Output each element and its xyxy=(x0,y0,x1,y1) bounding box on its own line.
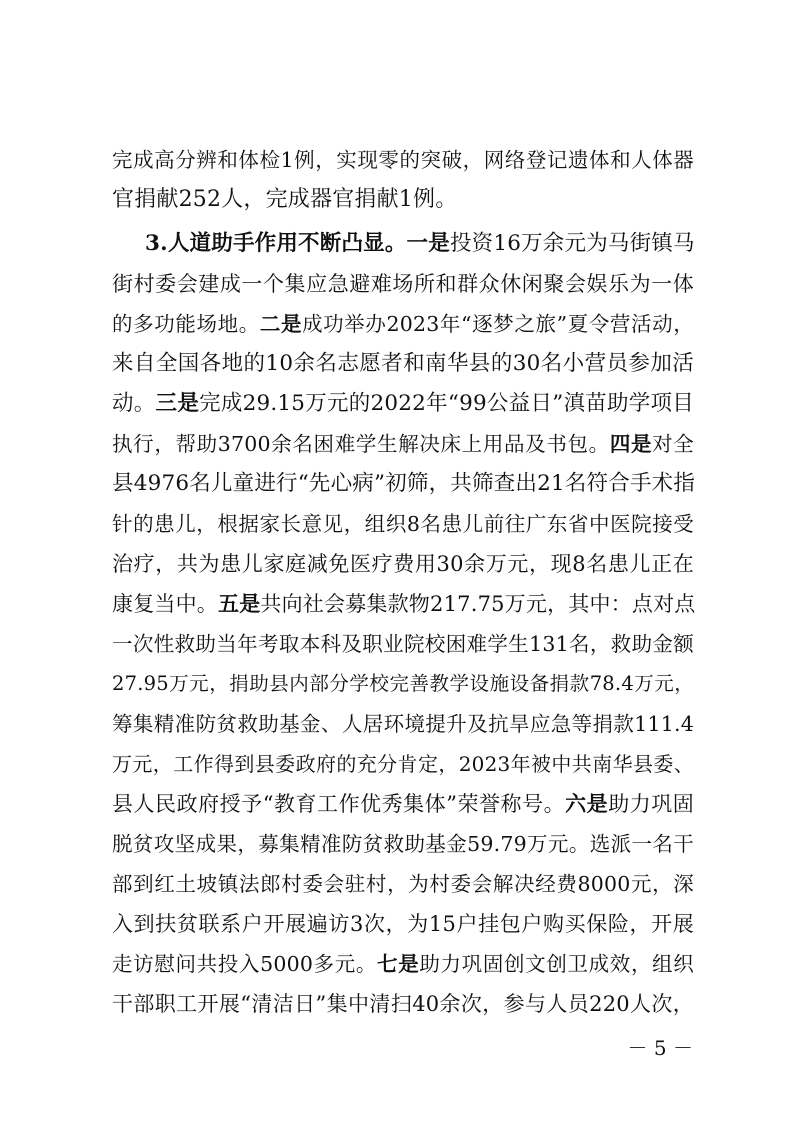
text-run: 执行，帮助3700余名困难学生解决床上用品及书包。 xyxy=(112,432,610,456)
text-run: 成功举办2023年“逐梦之旅”夏令营活动， xyxy=(302,312,694,336)
item-marker: 二是 xyxy=(259,312,303,336)
text-line xyxy=(112,180,694,220)
text-line xyxy=(112,784,694,824)
text-line xyxy=(112,584,694,624)
text-run: 共向社会募集款物217.75万元，其中：点对点 xyxy=(260,592,696,616)
text-run: 动。 xyxy=(112,391,156,416)
item-marker: 三是 xyxy=(155,391,200,416)
text-run: 一次性救助当年考取本科及职业院校困难学生131名，救助金额 xyxy=(112,632,694,656)
text-line xyxy=(112,944,694,984)
text-line xyxy=(112,384,694,424)
text-line xyxy=(112,984,694,1024)
text-run: 康复当中。 xyxy=(112,592,218,616)
item-marker: 四是 xyxy=(609,432,653,456)
text-run: 官捐献252人，完成器官捐献1例。 xyxy=(112,187,458,212)
text-run: 街村委会建成一个集应急避难场所和群众休闲聚会娱乐为一体 xyxy=(112,272,694,296)
text-line xyxy=(112,464,694,504)
text-run: 投资16万余元为马街镇马 xyxy=(449,231,695,256)
text-run: 脱贫攻坚成果，募集精准防贫救助基金59.79万元。选派一名干 xyxy=(112,832,694,856)
text-line xyxy=(112,504,694,544)
text-line xyxy=(112,544,694,584)
text-run: 来自全国各地的10余名志愿者和南华县的30名小营员参加活 xyxy=(112,351,694,376)
text-run: 筹集精准防贫救助基金、人居环境提升及抗旱应急等捐款111.4 xyxy=(112,712,694,736)
text-run: 县人民政府授予“教育工作优秀集体”荣誉称号。 xyxy=(112,792,566,816)
text-run: 入到扶贫联系户开展遍访3次，为15户挂包户购买保险，开展 xyxy=(112,912,694,936)
text-run: 的多功能场地。 xyxy=(112,312,260,336)
text-line xyxy=(112,744,694,784)
text-line xyxy=(112,824,694,864)
page-number: － 5 － xyxy=(627,1036,693,1060)
text-line xyxy=(112,304,694,344)
text-line xyxy=(112,904,694,944)
text-run: 万元，工作得到县委政府的充分肯定，2023年被中共南华县委、 xyxy=(112,752,694,776)
text-run: 治疗，共为患儿家庭减免医疗费用30余万元，现8名患儿正在 xyxy=(112,552,694,576)
item-marker: 五是 xyxy=(218,591,261,616)
text-line xyxy=(112,424,694,464)
text-line xyxy=(145,224,694,264)
text-run: 助力巩固 xyxy=(608,792,694,816)
text-run: 完成高分辨和体检1例，实现零的突破，网络登记遗体和人体器 xyxy=(112,148,694,172)
text-run: 完成29.15万元的2022年“99公益日”滇苗助学项目 xyxy=(199,391,695,416)
text-line xyxy=(112,140,694,180)
text-line xyxy=(112,624,694,664)
text-run: 针的患儿，根据家长意见，组织8名患儿前往广东省中医院接受 xyxy=(112,512,694,536)
text-line xyxy=(112,704,694,744)
text-run: 对全 xyxy=(652,432,695,456)
item-marker: 七是 xyxy=(377,952,420,976)
text-line xyxy=(112,264,694,304)
text-run: 县4976名儿童进行“先心病”初筛，共筛查出21名符合手术指 xyxy=(112,471,696,496)
text-run: 27.95万元，捐助县内部分学校完善教学设施设备捐款78.4万元， xyxy=(112,672,694,695)
section-heading: 3.人道助手作用不断凸显。 xyxy=(145,231,407,256)
text-line xyxy=(112,344,694,384)
text-run: 助力巩固创文创卫成效，组织 xyxy=(419,952,694,976)
text-run: 走访慰问共投入5000多元。 xyxy=(112,952,378,976)
text-run: 干部职工开展“清洁日”集中清扫40余次，参与人员220人次， xyxy=(112,992,694,1016)
item-marker: 一是 xyxy=(406,231,450,256)
text-run: 部到红土坡镇法郎村委会驻村，为村委会解决经费8000元，深 xyxy=(112,872,694,896)
text-line xyxy=(112,664,694,704)
text-line xyxy=(112,864,694,904)
item-marker: 六是 xyxy=(565,791,609,816)
